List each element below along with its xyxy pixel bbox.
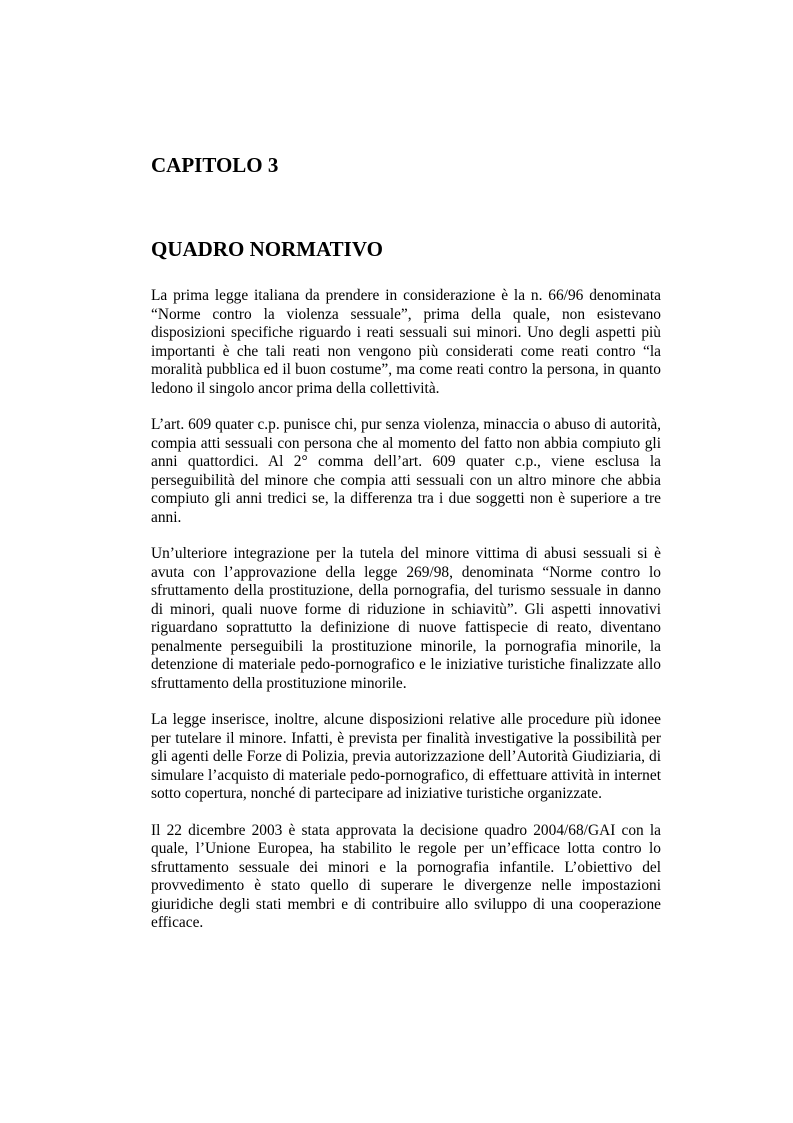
body-text (151, 287, 661, 951)
paragraph: Il 22 dicembre 2003 è stata approvata la decisione quadro 2004/68/GAI con la quale, l’Unione Europea, ha stabilito le regole per un’efficace lotta contro lo sfruttamento sessuale dei minori e la pornografia infantile. L’obiettivo del provvedimento è stato quello di superare le divergenze nelle impostazioni giuridiche degli stati membri e di contribuire allo sviluppo di una cooperazione efficace. (151, 821, 661, 931)
paragraph: L’art. 609 quater c.p. punisce chi, pur senza violenza, minaccia o abuso di autorità, compia atti sessuali con persona che al momento del fatto non abbia compiuto gli anni quattordici. Al 2° comma dell’art. 609 quater c.p., viene esclusa la perseguibilità del minore che compia atti sessuali con un altro minore che abbia compiuto gli anni tredici se, la differenza tra i due soggetti non è superiore a tre anni. (151, 416, 661, 526)
paragraph: La prima legge italiana da prendere in considerazione è la n. 66/96 denominata “Norme contro la violenza sessuale”, prima della quale, non esistevano disposizioni specifiche riguardo i reati sessuali sui minori. Uno degli aspetti più importanti è che tali reati non vengono più considerati come reati contro “la moralità pubblica ed il buon costume”, ma come reati contro la persona, in quanto ledono il singolo ancor prima della collettività. (151, 287, 661, 397)
section-title: QUADRO NORMATIVO (151, 237, 383, 261)
chapter-heading: CAPITOLO 3 (151, 153, 279, 177)
paragraph: Un’ulteriore integrazione per la tutela del minore vittima di abusi sessuali si è avuta con l’approvazione della legge 269/98, denominata “Norme contro lo sfruttamento della prostituzione, della pornografia, del turismo sessuale in danno di minori, quali nuove forme di riduzione in schiavitù”. Gli aspetti innovativi riguardano soprattutto la definizione di nuove fattispecie di reato, diventano penalmente perseguibili la prostituzione minorile, la pornografia minorile, la detenzione di materiale pedo-pornografico e le iniziative turistiche finalizzate allo sfruttamento della prostituzione minorile. (151, 545, 661, 692)
paragraph: La legge inserisce, inoltre, alcune disposizioni relative alle procedure più idonee per tutelare il minore. Infatti, è prevista per finalità investigative la possibilità per gli agenti delle Forze di Polizia, previa autorizzazione dell’Autorità Giudiziaria, di simulare l’acquisto di materiale pedo-pornografico, di effettuare attività in internet sotto copertura, nonché di partecipare ad iniziative turistiche organizzate. (151, 711, 661, 802)
